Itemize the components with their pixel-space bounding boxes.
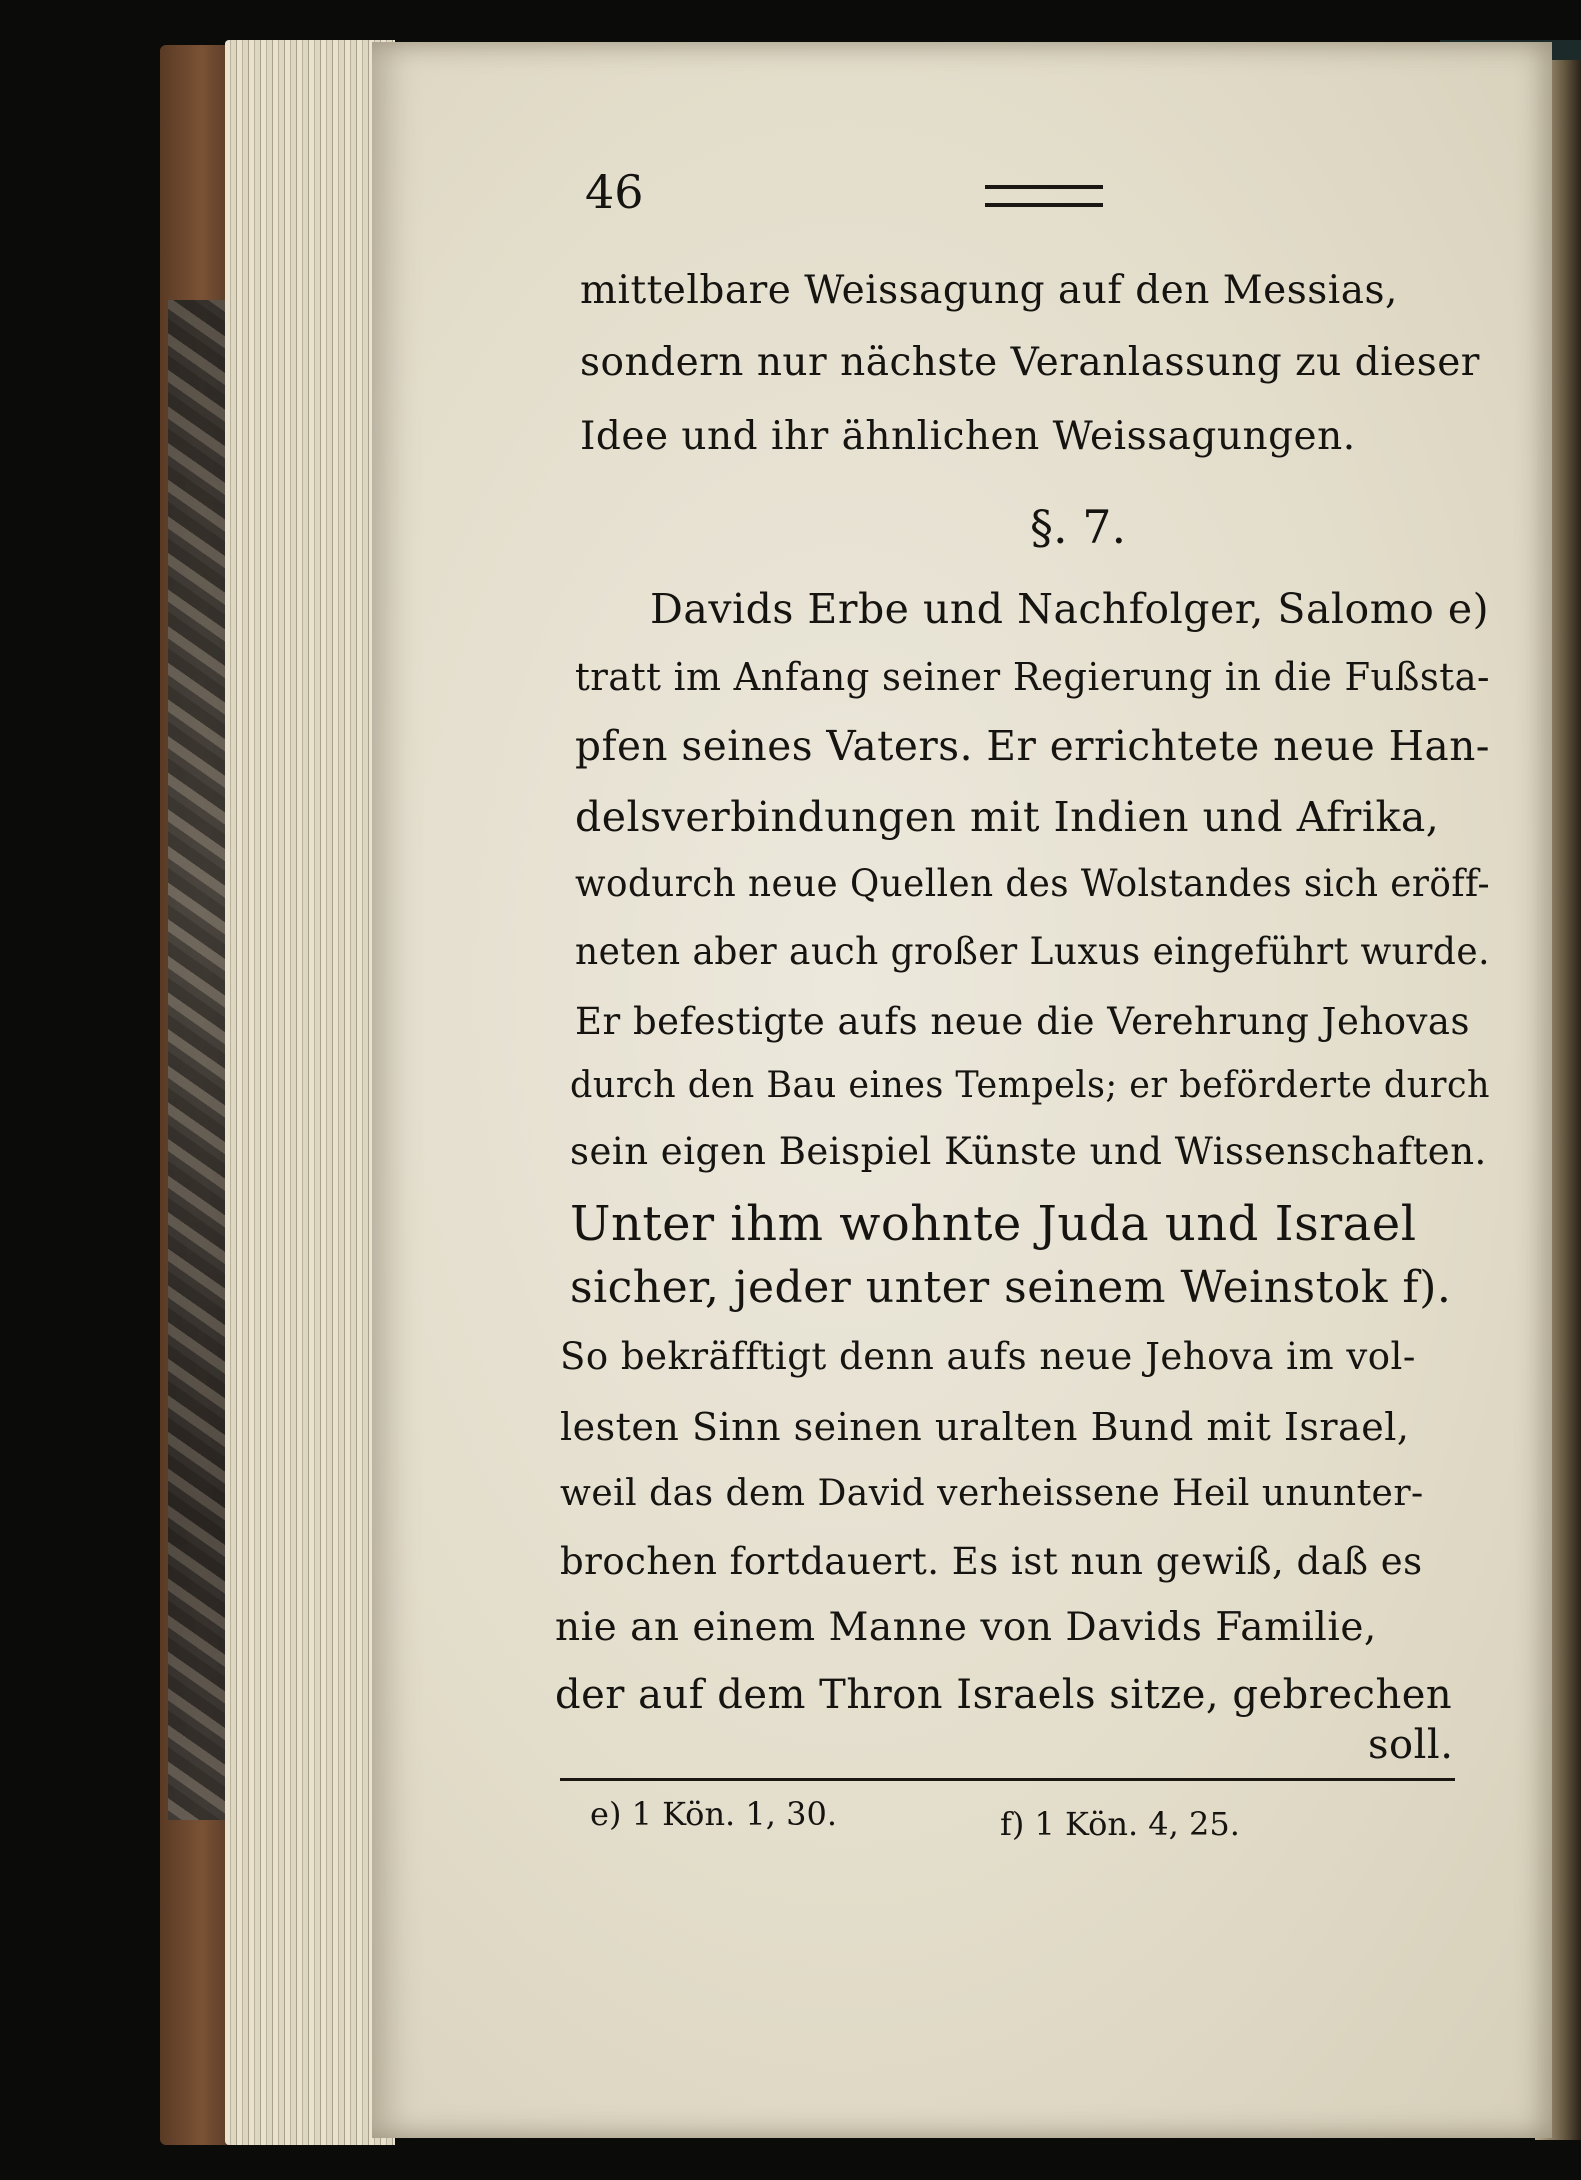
text-line: neten aber auch großer Luxus eingeführt wurde.	[575, 930, 1490, 973]
text-line: brochen fortdauert. Es ist nun gewiß, daß es	[560, 1540, 1423, 1583]
text-line: Davids Erbe und Nachfolger, Salomo e)	[650, 585, 1490, 633]
text-line: der auf dem Thron Israels sitze, gebrechen	[555, 1672, 1453, 1718]
text-line: wodurch neue Quellen des Wolstandes sich eröff-	[575, 862, 1490, 905]
page-number: 46	[585, 165, 644, 219]
text-line: So bekräfftigt denn aufs neue Jehova im vol-	[560, 1335, 1416, 1378]
text-line: Idee und ihr ähnlichen Weissagungen.	[580, 414, 1356, 459]
text-line: sondern nur nächste Veranlassung zu dieser	[580, 340, 1480, 385]
footnote-rule	[560, 1778, 1455, 1781]
text-line: delsverbindungen mit Indien und Afrika,	[575, 793, 1440, 841]
text-line: lesten Sinn seinen uralten Bund mit Israel,	[560, 1405, 1410, 1449]
text-line: tratt im Anfang seiner Regierung in die Fußsta-	[575, 655, 1490, 699]
text-line: Er befestigte aufs neue die Verehrung Jehovas	[575, 1000, 1470, 1043]
footnote: e) 1 Kön. 1, 30.	[590, 1795, 837, 1833]
text-line: weil das dem David verheissene Heil ununter-	[560, 1473, 1424, 1514]
text-line: durch den Bau eines Tempels; er beförderte durch	[570, 1065, 1490, 1106]
text-line: nie an einem Manne von Davids Familie,	[555, 1605, 1377, 1650]
catchword: soll.	[1368, 1722, 1454, 1768]
text-line: sicher, jeder unter seinem Weinstok f).	[570, 1262, 1452, 1313]
footnote: f) 1 Kön. 4, 25.	[1000, 1805, 1240, 1843]
text-line: mittelbare Weissagung auf den Messias,	[580, 268, 1398, 313]
text-line: sein eigen Beispiel Künste und Wissenschaften.	[570, 1130, 1487, 1173]
header-double-rule	[985, 185, 1103, 207]
section-heading: §. 7.	[1030, 500, 1127, 554]
text-line: pfen seines Vaters. Er errichtete neue Han-	[575, 722, 1490, 770]
marbled-edge	[168, 300, 228, 1820]
text-line: Unter ihm wohnte Juda und Israel	[570, 1196, 1417, 1252]
page-stack	[225, 40, 395, 2145]
